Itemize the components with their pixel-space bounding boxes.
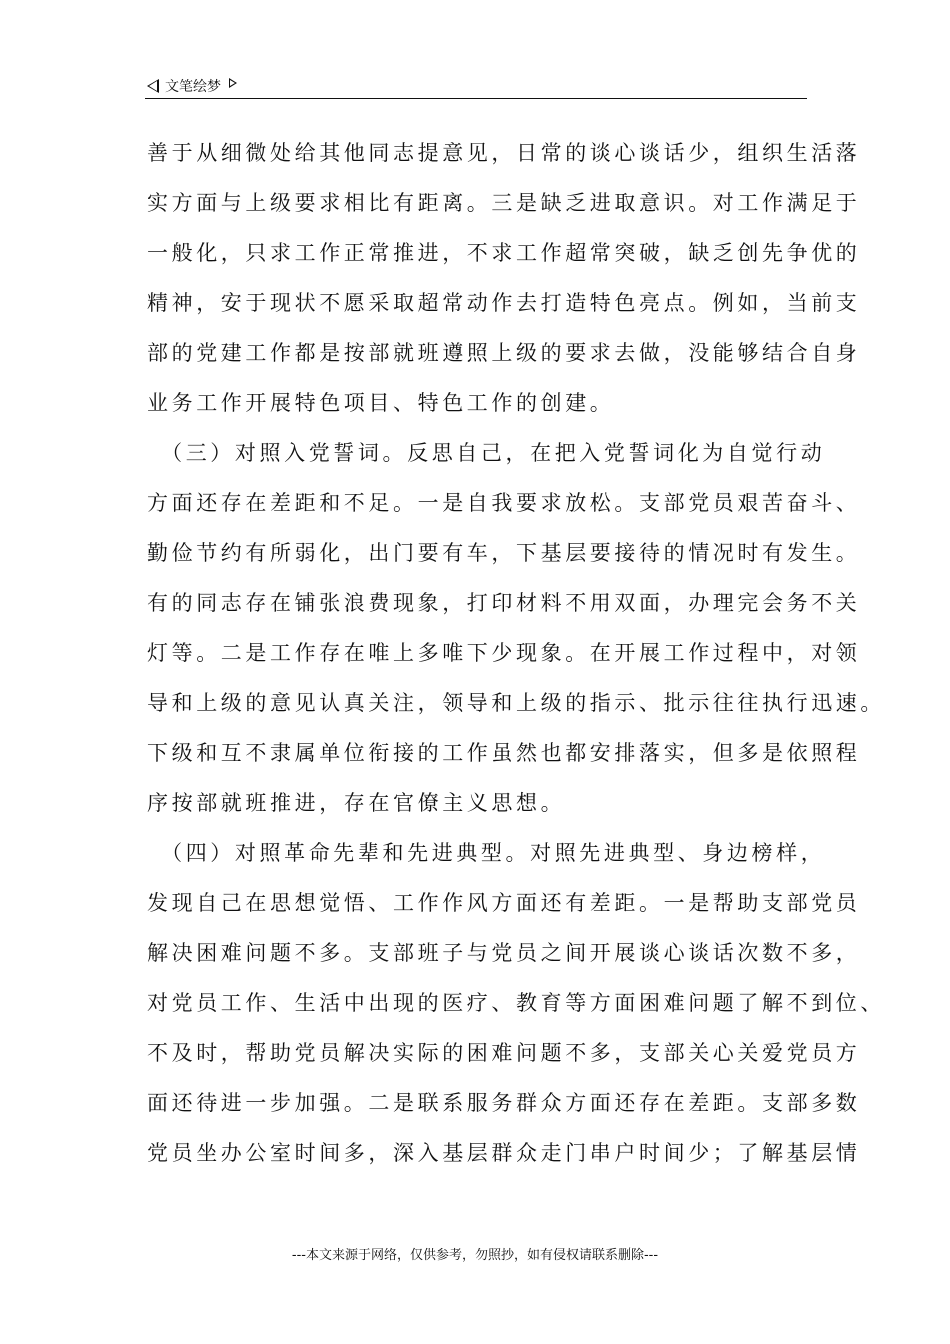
page-footer: ---本文来源于网络，仅供参考，勿照抄，如有侵权请联系删除--- <box>291 1248 659 1263</box>
triangle-right-icon <box>229 78 237 88</box>
text-line: 实方面与上级要求相比有距离。三是缺乏进取意识。对工作满足于 <box>147 191 861 215</box>
text-line: 序按部就班推进，存在官僚主义思想。 <box>147 791 566 815</box>
text-line: 发现自己在思想觉悟、工作作风方面还有差距。一是帮助支部党员 <box>147 891 861 915</box>
text-line: 部的党建工作都是按部就班遵照上级的要求去做，没能够结合自身 <box>147 341 861 365</box>
text-line: 业务工作开展特色项目、特色工作的创建。 <box>147 391 615 415</box>
text-line: 灯等。二是工作存在唯上多唯下少现象。在开展工作过程中，对领 <box>147 641 861 665</box>
text-line: 解决困难问题不多。支部班子与党员之间开展谈心谈话次数不多， <box>147 941 861 965</box>
text-line: （三）对照入党誓词。反思自己，在把入党誓词化为自觉行动 <box>147 441 826 465</box>
header-title: 文笔绘梦 <box>165 79 221 95</box>
text-line: 精神，安于现状不愿采取超常动作去打造特色亮点。例如，当前支 <box>147 291 861 315</box>
text-line: 对党员工作、生活中出现的医疗、教育等方面困难问题了解不到位、 <box>147 991 885 1015</box>
page-header <box>147 74 237 98</box>
text-line: 勤俭节约有所弱化，出门要有车，下基层要接待的情况时有发生。 <box>147 541 861 565</box>
text-line: 下级和互不隶属单位衔接的工作虽然也都安排落实，但多是依照程 <box>147 741 861 765</box>
triangle-left-icon <box>147 79 159 93</box>
text-line: 一般化，只求工作正常推进，不求工作超常突破，缺乏创先争优的 <box>147 241 861 265</box>
text-line: 方面还存在差距和不足。一是自我要求放松。支部党员艰苦奋斗、 <box>147 491 861 515</box>
text-line: （四）对照革命先辈和先进典型。对照先进典型、身边榜样， <box>147 841 826 865</box>
text-line: 面还待进一步加强。二是联系服务群众方面还存在差距。支部多数 <box>147 1091 861 1115</box>
text-line: 善于从细微处给其他同志提意见，日常的谈心谈话少，组织生活落 <box>147 141 861 165</box>
text-line: 有的同志存在铺张浪费现象，打印材料不用双面，办理完会务不关 <box>147 591 861 615</box>
text-line: 导和上级的意见认真关注，领导和上级的指示、批示往往执行迅速。 <box>147 691 885 715</box>
text-line: 党员坐办公室时间多，深入基层群众走门串户时间少；了解基层情 <box>147 1141 861 1165</box>
header-divider <box>145 98 807 99</box>
text-line: 不及时，帮助党员解决实际的困难问题不多，支部关心关爱党员方 <box>147 1041 861 1065</box>
